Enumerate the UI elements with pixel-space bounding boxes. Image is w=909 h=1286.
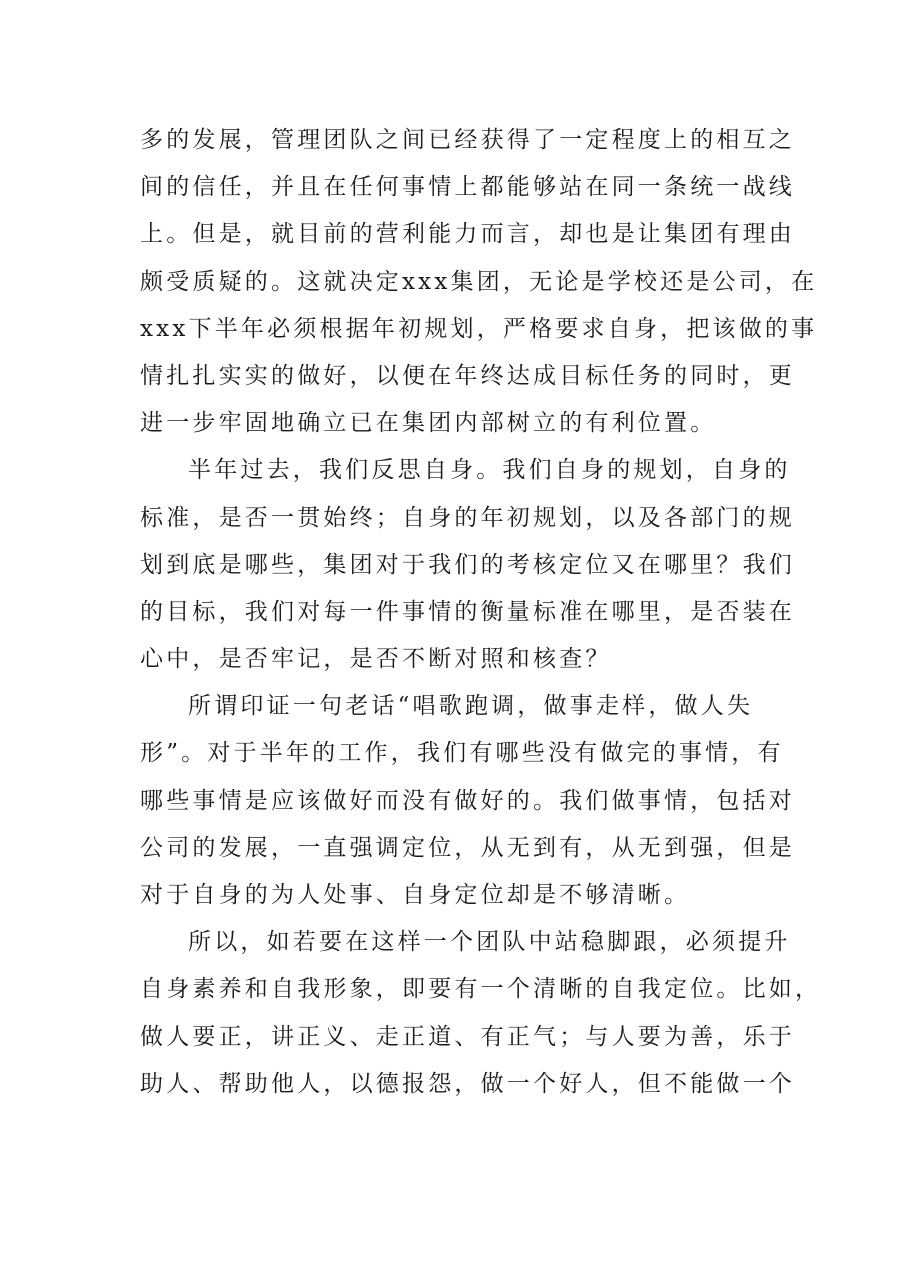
text-line: 形”。对于半年的工作，我们有哪些没有做完的事情，有 (140, 740, 784, 767)
text-line: 对于自身的为人处事、自身定位却是不够清晰。 (140, 882, 691, 908)
text-line: 公司的发展，一直强调定位，从无到有，从无到强，但是 (140, 834, 795, 861)
paragraph-first-line: 半年过去，我们反思自身。我们自身的规划，自身的 (188, 457, 791, 484)
text-line: 标准，是否一贯始终；自身的年初规划，以及各部门的规 (140, 504, 795, 531)
text-line: 上。但是，就目前的营利能力而言，却也是让集团有理由 (140, 221, 795, 248)
paragraph-first-line: 所谓印证一句老话“唱歌跑调，做事走样，做人失 (188, 693, 754, 720)
text-line: 间的信任，并且在任何事情上都能够站在同一条统一战线 (140, 174, 795, 201)
text-line: 的目标，我们对每一件事情的衡量标准在哪里，是否装在 (140, 598, 795, 625)
text-line: 划到底是哪些，集团对于我们的考核定位又在哪里？我们 (140, 551, 795, 578)
text-line: 多的发展，管理团队之间已经获得了一定程度上的相互之 (140, 127, 795, 153)
document-body (140, 117, 822, 1108)
paragraph-first-line: 所以，如若要在这样一个团队中站稳脚跟，必须提升 (188, 929, 791, 956)
text-line: 助人、帮助他人，以德报怨，做一个好人，但不能做一个 (140, 1070, 795, 1097)
text-line: 进一步牢固地确立已在集团内部树立的有利位置。 (140, 410, 717, 437)
text-line: 做人要正，讲正义、走正道、有正气；与人要为善，乐于 (140, 1023, 795, 1050)
text-line: 情扎扎实实的做好，以便在年终达成目标任务的同时，更 (140, 362, 795, 389)
text-line: xxx下半年必须根据年初规划，严格要求自身，把该做的事 (140, 315, 818, 342)
text-line: 心中，是否牢记，是否不断对照和核查？ (140, 646, 612, 673)
text-line: 自身素养和自我形象，即要有一个清晰的自我定位。比如， (140, 976, 822, 1003)
text-line: 哪些事情是应该做好而没有做好的。我们做事情，包括对 (140, 787, 795, 814)
text-line: 颇受质疑的。这就决定xxx集团，无论是学校还是公司，在 (140, 268, 818, 295)
